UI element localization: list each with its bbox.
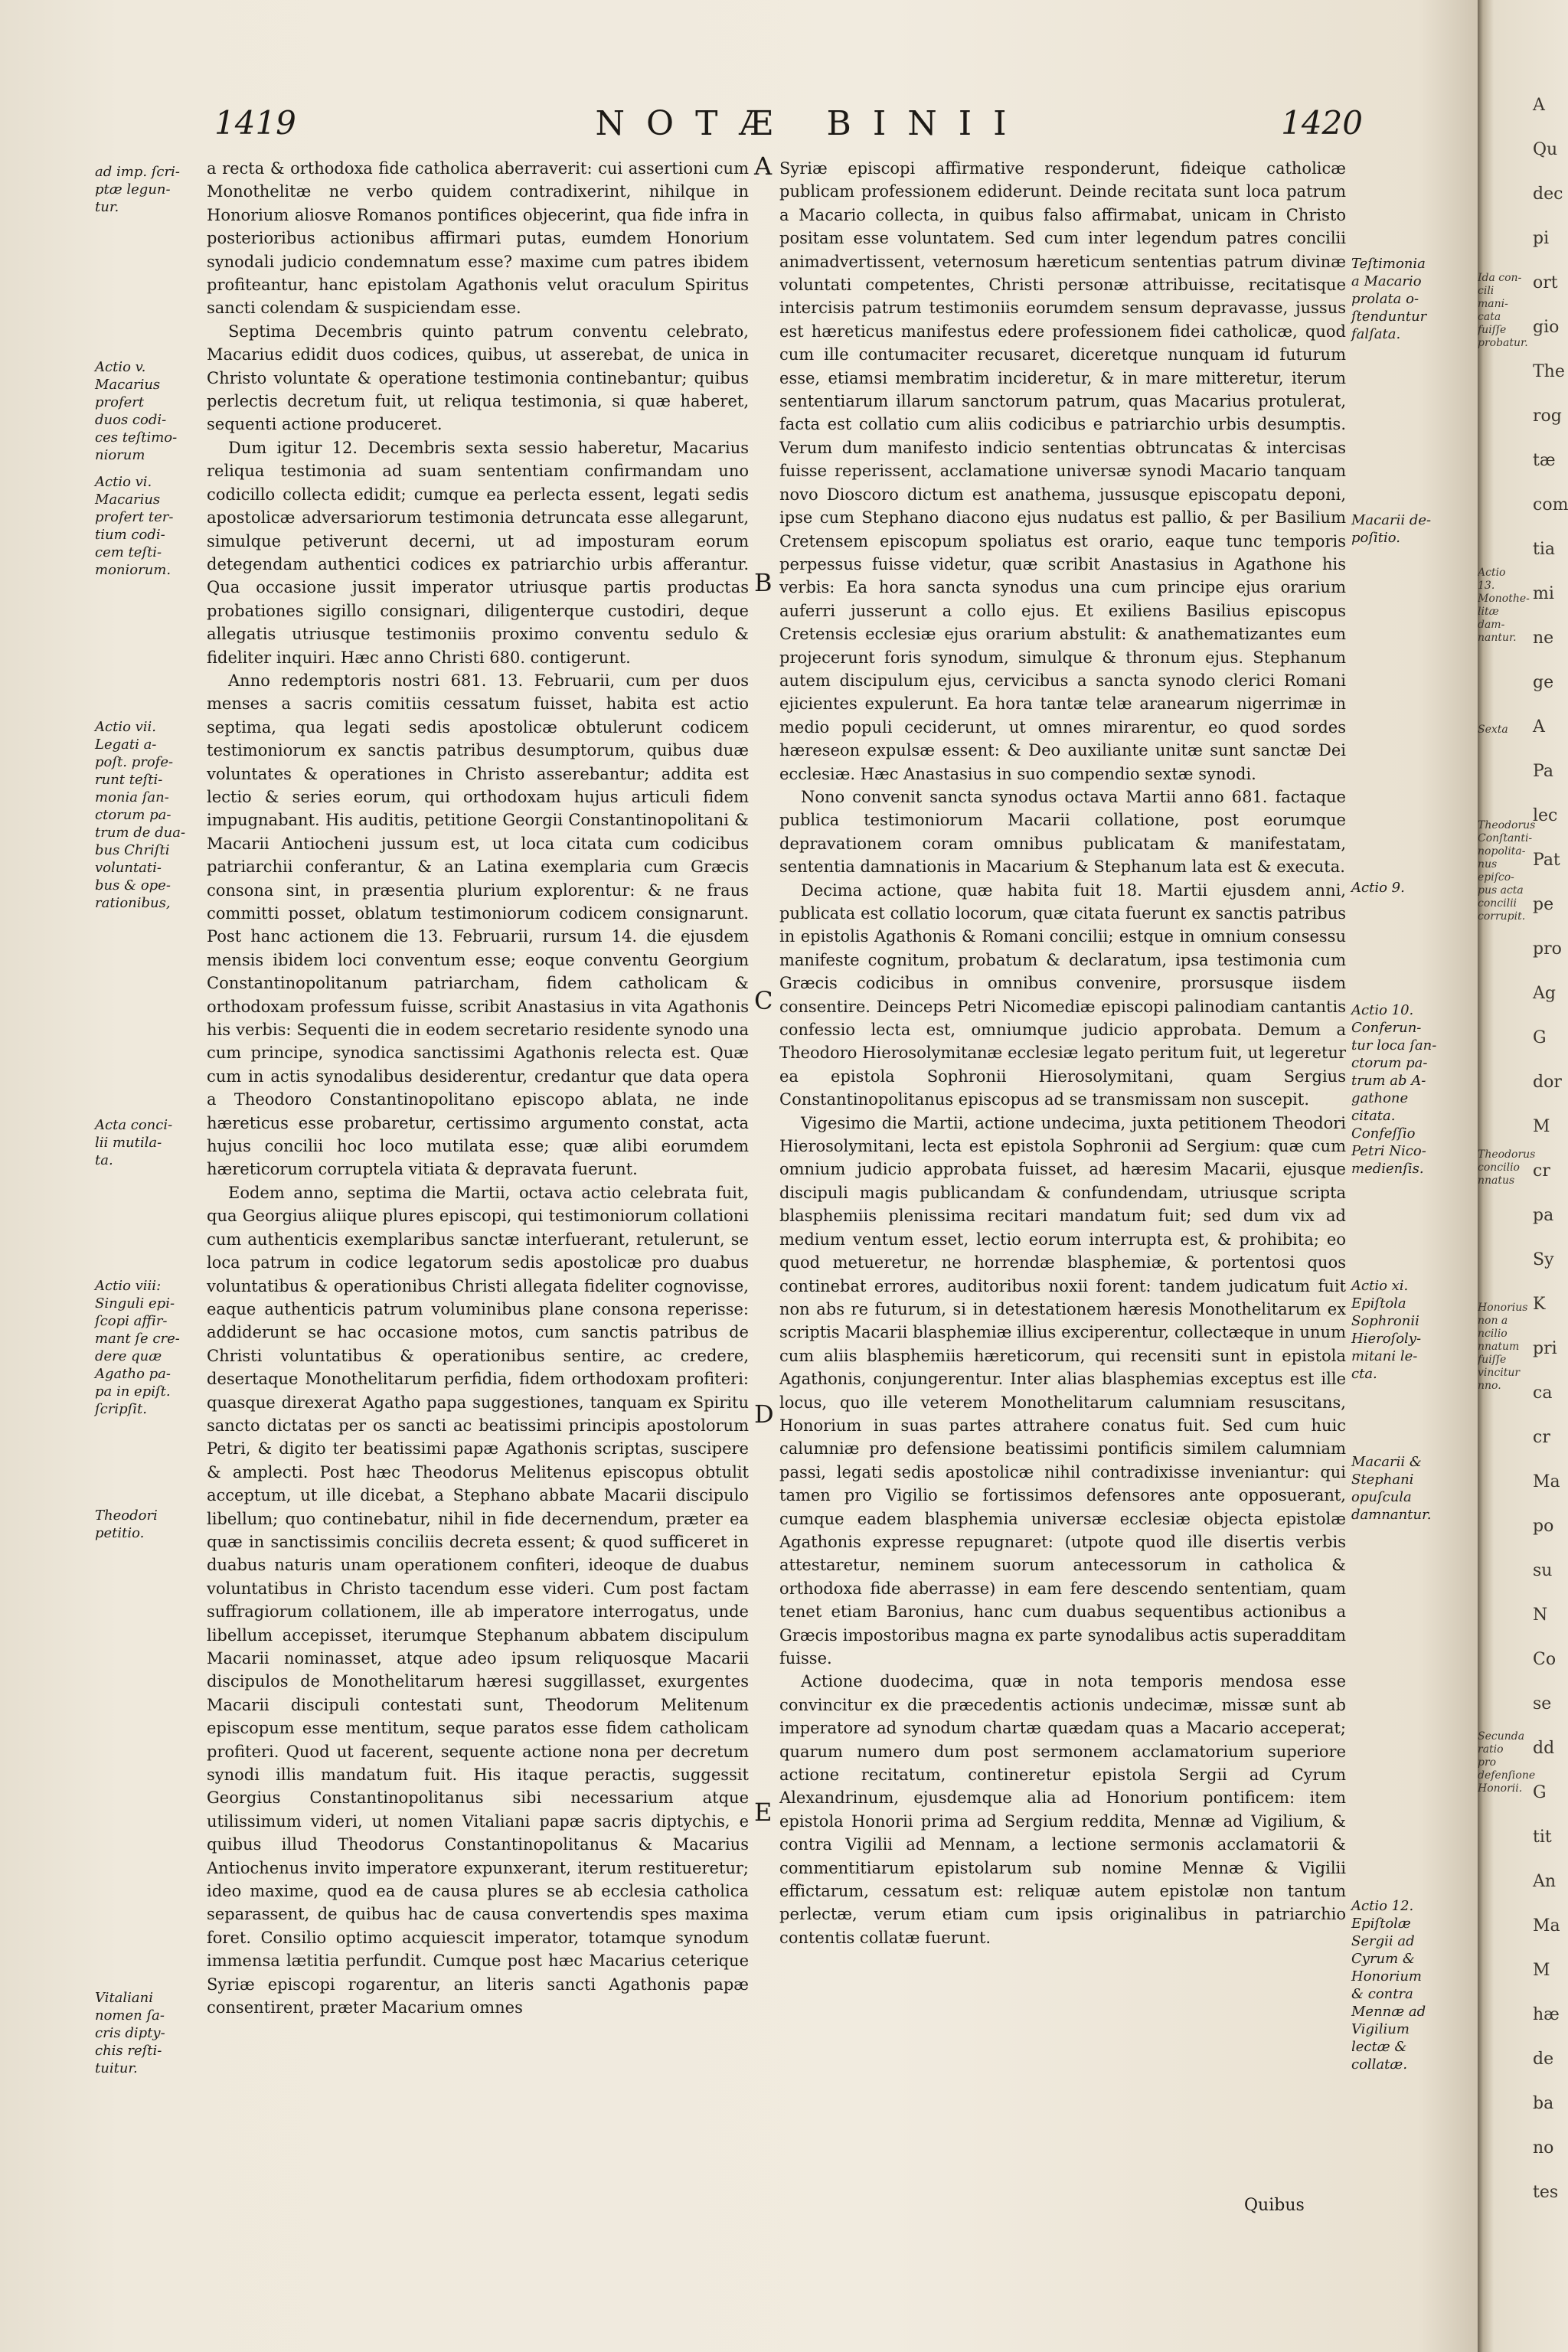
next-page-margin-note: Sexta — [1478, 724, 1508, 736]
next-page-text-fragment: ba — [1533, 2094, 1554, 2113]
next-page-margin-note: Theodorus Conſtanti- nopolita- nus epiſco- pus acta concilii corrupit. — [1478, 819, 1536, 923]
paragraph: Anno redemptoris nostri 681. 13. Februarii, cum per duos menses a sacris comitiis cessatum fuisset, habita est actio septima, qua legati sedis apostolicæ obtulerunt codicem testimoniorum ex sanctis patribus desumptorum, quibus duæ voluntates & operationes in Christo asserebantur; addita est lectio & series eorum, qui orthodoxam hujus articuli fidem impugnabant. His auditis, petitione Georgii Constantinopolitani & Macarii Antiocheni jussum est, ut loca citata cum codicibus patriarchii conferantur, & an Latina exemplaria cum Græcis consona sint, in præsentia plurium explorentur: & ne fraus committi posset, oblatum testimoniorum codicem consignarunt. Post hanc actionem die 13. Februarii, rursum 14. die ejusdem mensis ibidem loci conventum esse; eoque conventu Georgium Constantinopolitanum patriarcham, fidem catholicam & orthodoxam professum fuisse, scribit Anastasius in vita Agathonis his verbis: Sequenti die in eodem secretario residente synodo una cum principe, synodica sanctissimi Agathonis relecta est. Quæ cum in actis synodalibus desiderentur, credantur que data opera a Theodoro Constantinopolitano episcopo ablata, ne inde hæreticus esse probaretur, certissimo argumento constat, acta hujus concilii hoc loco mutilata esse; quæ alibi eorumdem hæreticorum corruptela vitiata & depravata fuerunt. — [207, 671, 749, 1179]
next-page-text-fragment: su — [1533, 1561, 1553, 1580]
next-page-text-fragment: gio — [1533, 318, 1560, 337]
margin-note: Theodori petitio. — [95, 1508, 158, 1541]
next-page-text-fragment: po — [1533, 1517, 1554, 1536]
section-letter: E — [754, 1798, 773, 1827]
catchword: Quibus — [1244, 2196, 1305, 2215]
next-page-text-fragment: no — [1533, 2138, 1554, 2158]
next-page-text-fragment: Ma — [1533, 1472, 1560, 1491]
next-page-text-fragment: pa — [1533, 1206, 1554, 1225]
next-page-text-fragment: tæ — [1533, 451, 1556, 470]
next-page-text-fragment: Co — [1533, 1650, 1557, 1669]
next-page-text-fragment: pi — [1533, 229, 1550, 248]
next-page-text-fragment: tes — [1533, 2183, 1559, 2202]
next-page-text-fragment: pri — [1533, 1339, 1557, 1358]
paragraph: Vigesimo die Martii, actione undecima, juxta petitionem Theodori Hierosolymitani, lecta est epistola Sophronii ad Sergium: quæ cum omnium judicio approbata fuisset, ad hæresim Macarii, ejusque discipuli magis publicandam & confundendam, utriusque scripta blasphemiis plenissima recitari mandatum fuit; sed dum vix ad medium ventum esset, lectio eorum interrupta est, & prohibita; eo quod metueretur, ne horrendæ blasphemiæ, & portentosi quos continebat errores, auditoribus noxii forent: tandem judicatum fuit non abs re futurum, si in detestationem hæresis Monothelitarum ex scriptis Macarii blasphemiæ illius exciperentur, collectæque in unum cum aliis blasphemiis hæreticorum, qui recensiti sunt in epistola Agathonis, conjungerentur. Inter alias blasphemias exceptus est ille locus, quo ille veterem Monothelitarum calumniam resuscitans, Honorium in suas partes attrahere conatus fuit. Sed cum huic calumniæ pro defensione beatissimi pontificis similem calumniam passi, legati sedis apostolicæ nihil contradixisse inveniantur: qui tamen pro Vigilio se fortissimos defensores ante opposuerant, cumque eadem blasphemia universæ ecclesiæ objecta epistolæ Agathonis expresse repugnaret: (utpote quod ille disertis verbis attestaretur, neminem suorum antecessorum in catholica & orthodoxa fide aberrasse) in eam fere descendo sententiam, quam tenet etiam Baronius, hanc cum duabus sequentibus actionibus a Græcis impostoribus magna ex parte synodalibus actis superadditam fuisse. — [779, 1113, 1346, 1668]
next-page-text-fragment: de — [1533, 2050, 1554, 2069]
running-title: NOTÆ BINII — [595, 104, 1028, 143]
next-page-text-fragment: rog — [1533, 407, 1562, 426]
paragraph: Syriæ episcopi affirmative responderunt, fideique catholicæ publicam professionem ediderunt. Deinde recitata sunt loca patrum a Macario collecta, in quibus falso affirmabat, unicam in Christo positam esse voluntatem. Sed cum inter legendum patres concilii animadvertissent, veternosum hæreticum sententias patrum divinæ voluntati competentes, Christi personæ attribuisse, recitatisque intercisis patrum testimoniis eorumdem sensum depravasse, jussus est hæreticus manifestus edere professionem fidei catholicæ, quod cum ille contumaciter recusaret, diceretque nunquam id futurum esse, etiamsi membratim incideretur, & in mare mitteretur, iterum sententiarum illarum sanctorum patrum, quas Macarius protulerat, facta est collatio cum aliis codicibus e patriarchio urbis desumptis. Verum dum manifesto indicio sententias obtruncatas & intercisas fuisse reperissent, acclamatione universæ synodi Macario tanquam novo Dioscoro dictum est anathema, jussusque episcopatu deponi, ipse cum Stephano diacono ejus nudatus est pallio, & per Basilium Cretensem episcopum spoliatus est orario, eaque tunc temporis perpessus fuisse videtur, quæ scribit Anastasius in Agathone his verbis: Ea hora sancta synodus una cum principe ejus orarium auferri jusserunt a collo ejus. Et exiliens Basilius episcopus Cretensis ecclesiæ ejus orarium abstulit: & anathematizantes eum projecerunt foris synodum, simulque & thronum ejus. Stephanum autem discipulum ejus, cervicibus a sancta synodo clerici Romani ejicientes expulerunt. Ea hora tantæ telæ aranearum nigerrimæ in medio populi ceciderunt, ut omnes mirarentur, eo quod sordes hæreseon expulsæ essent: & Deo auxiliante unitæ sunt sanctæ Dei ecclesiæ. Hæc Anastasius in suo compendio sextæ synodi. — [779, 159, 1346, 783]
margin-note: Actio 12. Epiſtolæ Sergii ad Cyrum & Honorium & contra Mennæ ad Vigilium lectæ & collatæ. — [1351, 1898, 1426, 2073]
next-page-text-fragment: M — [1533, 1117, 1550, 1136]
margin-note: Actio xi. Epiſtola Sophronii Hieroſoly- mitani le- cta. — [1351, 1278, 1422, 1382]
left-text-column — [207, 157, 749, 2020]
next-page-text-fragment: Ma — [1533, 1916, 1560, 1936]
margin-note: ad imp. ſcri- ptæ legun- tur. — [95, 164, 180, 215]
margin-note: Actio viii: Singuli epi- ſcopi affir- mant ſe cre- dere quæ Agatho pa- pa in epiſt. ſcripſit. — [95, 1278, 180, 1417]
next-page-margin-note: Honorius non a ncilio nnatum fuiſſe vincitur nno. — [1478, 1302, 1528, 1392]
next-page-text-fragment: se — [1533, 1694, 1552, 1713]
next-page-margin-note: Ida con- cili mani- cata fuiſſe probatur. — [1478, 272, 1528, 349]
margin-note: Teſtimonia a Macario prolata o- ſtenduntur falſata. — [1351, 256, 1427, 342]
paragraph: a recta & orthodoxa fide catholica aberraverit: cui assertioni cum Monothelitæ ne verbo quidem contradixerint, nihilque in Honorium aliosve Romanos pontifices objecerint, qua fide infra in posterioribus actionibus affirmari putas, eumdem Honorium synodali judicio condemnatum esse? maxime cum patres ibidem profiteantur, hanc epistolam Agathonis velut oraculum Spiritus sancti colendam & suspiciendam esse. — [207, 159, 749, 318]
next-page-edge — [1478, 0, 1568, 2352]
margin-note: Actio 10. Conferun- tur loca ſan- ctorum pa- trum ab A- gathone citata. Confeſſio Petri Nico- medienſis. — [1351, 1002, 1437, 1177]
section-letter: B — [754, 568, 773, 597]
next-page-text-fragment: mi — [1533, 584, 1554, 603]
next-page-text-fragment: hæ — [1533, 2005, 1560, 2024]
page-number-right: 1420 — [1281, 104, 1363, 142]
margin-note: Macarii de- poſitio. — [1351, 512, 1432, 546]
next-page-text-fragment: cr — [1533, 1428, 1550, 1447]
next-page-text-fragment: ca — [1533, 1383, 1553, 1403]
next-page-text-fragment: tit — [1533, 1828, 1552, 1847]
paragraph: Decima actione, quæ habita fuit 18. Martii ejusdem anni, publicata est collatio locorum, quæ citata fuerunt ex sanctis patribus in epistolis Agathonis & Romani concilii; estque in omnium consessu manifeste cognitum, probatum & declaratum, ipsa testimonia cum Græcis codicibus in omnibus convenire, prorsusque iisdem consentire. Deinceps Petri Nicomediæ episcopi palinodiam cantantis confessio lecta est, omniumque judicio approbata. Demum a Theodoro Hierosolymitanæ ecclesiæ legato peritum fuit, ut legeretur ea epistola Sophronii Hierosolymitani, quam Sergius Constantinopolitanus episcopus ad se transmissam non suscepit. — [779, 880, 1346, 1109]
next-page-text-fragment: ne — [1533, 629, 1554, 648]
next-page-text-fragment: tia — [1533, 540, 1555, 559]
next-page-text-fragment: M — [1533, 1961, 1550, 1980]
next-page-text-fragment: Ag — [1533, 984, 1556, 1003]
section-letter: D — [754, 1400, 774, 1429]
next-page-text-fragment: Pa — [1533, 762, 1553, 781]
paragraph: Eodem anno, septima die Martii, octava actio celebrata fuit, qua Georgius aliique plures episcopi, qui testimoniorum collationi cum authenticis exemplaribus sanctæ interfuerant, retulerunt, se loca patrum in codice legatorum sedis apostolicæ pro duabus voluntatibus & operationibus Christi allegata fideliter cognovisse, eaque authenticis patrum voluminibus plane consona reperisse: addiderunt se hac occasione motos, cum sanctis patribus de Christi voluntatibus & operationibus sentire, ac credere, desertaque Monothelitarum perfidia, fidem orthodoxam profiteri: quasque direxerat Agatho papa suggestiones, tanquam ex Spiritu sancto dictatas per os sancti ac beatissimi principis apostolorum Petri, & digito ter beatissimi papæ Agathonis scriptas, suscipere & amplecti. Post hæc Theodorus Melitenus episcopus obtulit acceptum, ut ille dicebat, a Stephano abbate Macarii discipulo libellum; quo continebatur, nihil in fide decernendum, præter ea quæ in sanctissimis conciliis decreta essent; & quod sufficeret in duabus naturis unam operationem confiteri, ideoque de duabus voluntatibus in Christo tacendum esse videri. Cum post factam suffragiorum collationem, ille ab imperatore interrogatus, unde libellum accepisset, iterumque Stephanum abbatem discipulum Macarii nominasset, atque adeo ipsum reliquosque Macarii discipulos de Monothelitarum hæresi suggillasset, exurgentes Macarii discipuli contestati sunt, Theodorum Melitenum episcopum esse mentitum, seque paratos esse fidem catholicam profiteri. Quod ut facerent, sequente actione nona per decretum synodi illis mandatum fuit. His itaque peractis, suggessit Georgius Constantinopolitanus sibi necessarium atque utilissimum videri, ut nomen Vitaliani papæ sacris diptychis, e quibus illud Theodorus Constantinopolitanus & Macarius Antiochenus invito imperatore expunxerant, iterum restitueretur; ideo maxime, quod ea de causa plures se ab ecclesia catholica separassent, de quibus hac de causa convertendis spes maxima foret. Consilio optimo acquiescit imperator, totamque synodum immensa lætitia perfundit. Cumque post hæc Macarius ceterique Syriæ episcopi rogarentur, an literis sancti Agathonis papæ consentirent, præter Macarium omnes — [207, 1183, 749, 2017]
next-page-text-fragment: An — [1533, 1872, 1557, 1891]
paragraph: Septima Decembris quinto patrum conventu celebrato, Macarius edidit duos codices, quibus, ut asserebat, de unica in Christo voluntate & operatione testimonia continebantur; quibus perlectis decretum fuit, ut reliqua testimonia, si quæ haberet, sequenti actione produceret. — [207, 322, 749, 434]
next-page-text-fragment: ge — [1533, 673, 1554, 692]
page-number-left: 1419 — [214, 104, 296, 142]
running-head — [207, 104, 1363, 150]
next-page-text-fragment: com — [1533, 495, 1568, 514]
margin-note: Actio 9. — [1351, 880, 1405, 896]
section-letter: A — [754, 152, 773, 181]
next-page-text-fragment: ort — [1533, 273, 1558, 292]
next-page-text-fragment: A — [1533, 717, 1545, 737]
next-page-text-fragment: dd — [1533, 1739, 1555, 1758]
margin-note: Actio vi. Macarius profert ter- tium codi- cem teſti- moniorum. — [95, 474, 174, 578]
paragraph: Nono convenit sancta synodus octava Martii anno 681. factaque publica testimoniorum Macarii collatione, post eorumque depravationem coram omnibus publicatam & manifestatam, sententia damnationis in Macarium & Stephanum lata est & executa. — [779, 787, 1346, 877]
right-text-column — [779, 157, 1346, 1949]
margin-note: Acta conci- lii mutila- ta. — [95, 1117, 173, 1168]
next-page-text-fragment: A — [1533, 96, 1545, 115]
margin-note: Macarii & Stephani opuſcula damnantur. — [1351, 1454, 1432, 1523]
next-page-text-fragment: G — [1533, 1028, 1547, 1047]
paragraph: Dum igitur 12. Decembris sexta sessio haberetur, Macarius reliqua testimonia ad suam sententiam confirmandam uno codicillo collecta edidit; cumque ea perlecta essent, legati sedis apostolicæ adversariorum testimonia detruncata esse allegarunt, simulque petiverunt decerni, ut ad imposturam eorum detegendam authentici codices ex patriarchio urbis afferantur. Qua occasione jussit imperator utriusque partis productas probationes sigillo consignari, diligenterque custodiri, deque allegatis utriusque testimoniis proximo conventu sedulo & fideliter inquiri. Hæc anno Christi 680. contigerunt. — [207, 438, 749, 667]
margin-note: Vitaliani nomen ſa- cris dipty- chis reſti- tuitur. — [95, 1990, 165, 2076]
next-page-text-fragment: Qu — [1533, 140, 1558, 159]
section-letter: C — [754, 986, 773, 1015]
next-page-text-fragment: The — [1533, 362, 1565, 381]
next-page-text-fragment: G — [1533, 1783, 1547, 1802]
margin-note: Actio v. Macarius profert duos codi- ces teſtimo- niorum — [95, 359, 178, 463]
paragraph: Actione duodecima, quæ in nota temporis mendosa esse convincitur ex die præcedentis actionis undecimæ, missæ sunt ab imperatore ad synodum chartæ quædam quas a Macario acceperat; quarum numero dum post sermonem acclamatorium superiore actione recitatum, contineretur epistola Sergii ad Cyrum Alexandrinum, ejusdemque alia ad Honorium pontificem: item epistola Honorii prima ad Sergium reddita, Mennæ ad Vigilium, & contra Vigilii ad Mennam, a lectione sermonis acclamatorii & commentitiarum epistolarum sub nomine Mennæ & Vigilii effictarum, cessatum est: reliquæ autem epistolæ non tantum perlectæ, verum etiam cum ipsis originalibus in patriarchio contentis collatæ fuerunt. — [779, 1672, 1346, 1947]
next-page-text-fragment: lec — [1533, 806, 1558, 825]
next-page-text-fragment: K — [1533, 1295, 1546, 1314]
next-page-margin-note: Secunda ratio pro defenſione Honorii. — [1478, 1730, 1536, 1795]
next-page-text-fragment: Pat — [1533, 851, 1560, 870]
next-page-text-fragment: dec — [1533, 185, 1563, 204]
next-page-text-fragment: pro — [1533, 939, 1562, 959]
next-page-margin-note: Actio 13. Monothe- litæ dam- nantur. — [1478, 567, 1530, 644]
margin-note: Actio vii. Legati a- poſt. profe- runt teſti- monia ſan- ctorum pa- trum de dua- bus Chriſti voluntati- bus & ope- rationibus, — [95, 719, 186, 911]
next-page-text-fragment: N — [1533, 1606, 1548, 1625]
next-page-text-fragment: dor — [1533, 1073, 1562, 1092]
next-page-text-fragment: pe — [1533, 895, 1554, 914]
next-page-text-fragment: Sy — [1533, 1250, 1554, 1269]
next-page-margin-note: Theodorus concilio nnatus — [1478, 1148, 1536, 1187]
next-page-text-fragment: cr — [1533, 1161, 1550, 1181]
